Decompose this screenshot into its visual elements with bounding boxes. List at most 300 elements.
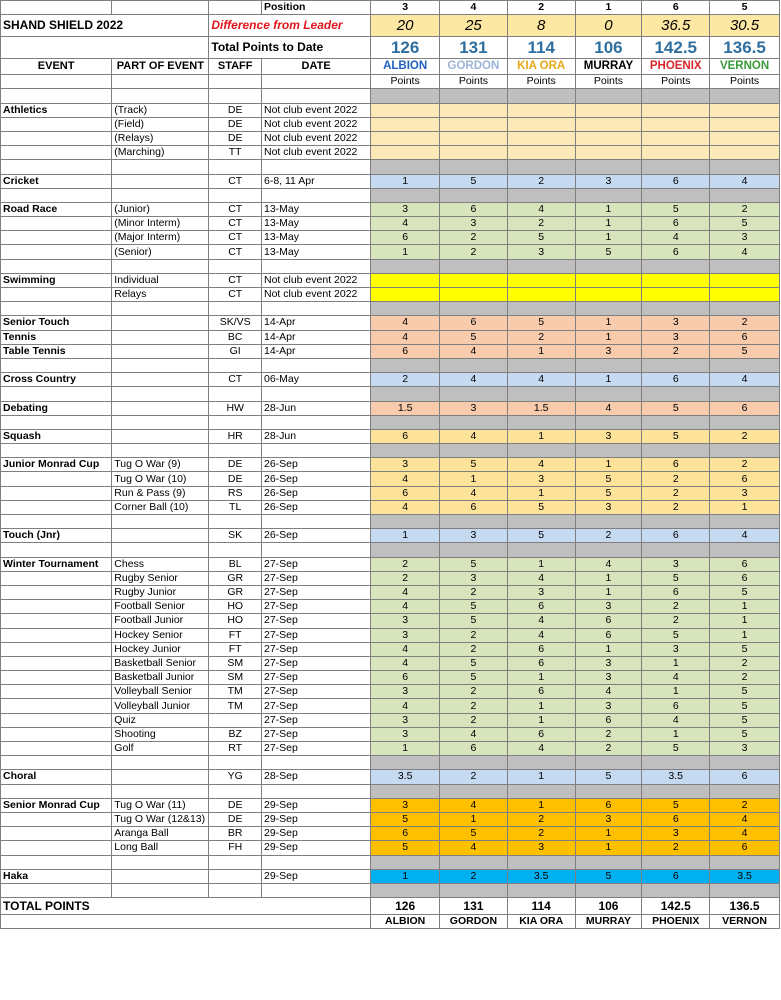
staff-code: TM: [209, 699, 262, 713]
points-gordon: 4: [440, 727, 508, 741]
points-phoenix: [642, 146, 710, 160]
points-label: Points: [710, 75, 780, 89]
event-name: Athletics: [1, 103, 112, 117]
points-vernon: 4: [710, 812, 780, 826]
points-albion: 4: [371, 316, 440, 330]
points-kia-ora: 3: [507, 841, 575, 855]
points-vernon: 2: [710, 798, 780, 812]
points-phoenix: 6: [642, 585, 710, 599]
event-row: [1, 727, 780, 741]
points-phoenix: 2: [642, 472, 710, 486]
event-date: 26-Sep: [261, 458, 370, 472]
points-gordon: [440, 131, 508, 145]
points-gordon: 2: [440, 699, 508, 713]
position-vernon: 5: [710, 1, 780, 15]
event-date: 27-Sep: [261, 727, 370, 741]
event-row: [1, 472, 780, 486]
points-phoenix: 6: [642, 699, 710, 713]
points-vernon: 2: [710, 458, 780, 472]
points-phoenix: 2: [642, 344, 710, 358]
event-row: [1, 131, 780, 145]
event-date: 29-Sep: [261, 812, 370, 826]
points-gordon: 2: [440, 628, 508, 642]
points-murray: 3: [575, 812, 642, 826]
event-date: 29-Sep: [261, 798, 370, 812]
points-kia-ora: 6: [507, 685, 575, 699]
position-murray: 1: [575, 1, 642, 15]
house-vernon: VERNON: [710, 59, 780, 75]
points-murray: 6: [575, 798, 642, 812]
points-vernon: 5: [710, 727, 780, 741]
event-name: [1, 685, 112, 699]
event-date: 14-Apr: [261, 330, 370, 344]
staff-code: DE: [209, 798, 262, 812]
event-name: [1, 500, 112, 514]
staff-code: HO: [209, 614, 262, 628]
points-vernon: 1: [710, 500, 780, 514]
points-vernon: 5: [710, 713, 780, 727]
points-murray: 5: [575, 486, 642, 500]
points-murray: [575, 273, 642, 287]
event-date: 14-Apr: [261, 344, 370, 358]
points-murray: 3: [575, 699, 642, 713]
final-total-vernon: 136.5: [710, 898, 780, 915]
points-kia-ora: 2: [507, 827, 575, 841]
event-part: (Minor Interm): [112, 217, 209, 231]
points-kia-ora: 1: [507, 671, 575, 685]
points-kia-ora: 2: [507, 217, 575, 231]
points-vernon: 2: [710, 671, 780, 685]
event-date: 14-Apr: [261, 316, 370, 330]
points-vernon: [710, 273, 780, 287]
position-row: [1, 1, 780, 15]
points-gordon: [440, 103, 508, 117]
separator-row: [1, 444, 780, 458]
points-murray: 1: [575, 585, 642, 599]
event-name: [1, 713, 112, 727]
points-phoenix: 1: [642, 656, 710, 670]
event-row: [1, 429, 780, 443]
event-row: [1, 585, 780, 599]
points-gordon: 2: [440, 685, 508, 699]
points-gordon: 2: [440, 713, 508, 727]
points-phoenix: 4: [642, 231, 710, 245]
position-kia-ora: 2: [507, 1, 575, 15]
staff-code: CT: [209, 245, 262, 259]
points-vernon: 4: [710, 174, 780, 188]
points-kia-ora: 1: [507, 429, 575, 443]
points-murray: 1: [575, 827, 642, 841]
staff-code: CT: [209, 174, 262, 188]
points-murray: 5: [575, 869, 642, 883]
event-name: [1, 742, 112, 756]
points-gordon: 5: [440, 458, 508, 472]
event-name: Squash: [1, 429, 112, 443]
points-phoenix: 4: [642, 713, 710, 727]
points-phoenix: 2: [642, 600, 710, 614]
event-name: Road Race: [1, 202, 112, 216]
event-date: 13-May: [261, 231, 370, 245]
event-row: [1, 500, 780, 514]
points-albion: [371, 146, 440, 160]
event-part: Individual: [112, 273, 209, 287]
points-phoenix: 6: [642, 529, 710, 543]
event-row: [1, 316, 780, 330]
event-name: Choral: [1, 770, 112, 784]
total-points-row: [1, 898, 780, 915]
points-phoenix: [642, 288, 710, 302]
event-row: [1, 656, 780, 670]
points-phoenix: 6: [642, 812, 710, 826]
points-albion: 4: [371, 217, 440, 231]
event-name: Touch (Jnr): [1, 529, 112, 543]
event-part: [112, 869, 209, 883]
points-murray: 1: [575, 642, 642, 656]
points-gordon: 5: [440, 827, 508, 841]
points-murray: 3: [575, 671, 642, 685]
points-label: Points: [642, 75, 710, 89]
footer-murray: MURRAY: [575, 915, 642, 929]
staff-code: SM: [209, 671, 262, 685]
points-kia-ora: 4: [507, 614, 575, 628]
event-name: [1, 614, 112, 628]
points-murray: 2: [575, 529, 642, 543]
final-total-gordon: 131: [440, 898, 508, 915]
points-albion: 4: [371, 330, 440, 344]
points-gordon: 4: [440, 429, 508, 443]
points-murray: 2: [575, 742, 642, 756]
column-header-row: [1, 59, 780, 75]
event-row: [1, 273, 780, 287]
event-part: Tug O War (11): [112, 798, 209, 812]
final-total-murray: 106: [575, 898, 642, 915]
points-albion: 1: [371, 174, 440, 188]
event-name: [1, 217, 112, 231]
event-part: [112, 770, 209, 784]
points-albion: 2: [371, 557, 440, 571]
points-vernon: 1: [710, 614, 780, 628]
event-date: 13-May: [261, 217, 370, 231]
event-row: [1, 571, 780, 585]
event-row: [1, 458, 780, 472]
event-row: [1, 713, 780, 727]
points-albion: 1: [371, 529, 440, 543]
event-row: [1, 770, 780, 784]
staff-code: DE: [209, 117, 262, 131]
difference-label: Difference from Leader: [209, 15, 371, 37]
points-albion: 2: [371, 373, 440, 387]
event-name: Senior Monrad Cup: [1, 798, 112, 812]
staff-code: CT: [209, 373, 262, 387]
points-gordon: 5: [440, 614, 508, 628]
points-murray: 5: [575, 245, 642, 259]
points-gordon: 3: [440, 571, 508, 585]
event-name: [1, 642, 112, 656]
separator-row: [1, 358, 780, 372]
points-kia-ora: [507, 146, 575, 160]
event-row: [1, 614, 780, 628]
points-murray: 2: [575, 727, 642, 741]
staff-code: HO: [209, 600, 262, 614]
event-name: Swimming: [1, 273, 112, 287]
points-vernon: [710, 103, 780, 117]
event-part: [112, 316, 209, 330]
event-name: Senior Touch: [1, 316, 112, 330]
event-part: Rugby Junior: [112, 585, 209, 599]
event-name: Debating: [1, 401, 112, 415]
total-vernon: 136.5: [710, 37, 780, 59]
event-date: 28-Sep: [261, 770, 370, 784]
points-phoenix: 4: [642, 671, 710, 685]
points-kia-ora: 4: [507, 742, 575, 756]
points-albion: 4: [371, 642, 440, 656]
staff-code: BZ: [209, 727, 262, 741]
event-date: 27-Sep: [261, 699, 370, 713]
staff-code: RS: [209, 486, 262, 500]
points-murray: 3: [575, 600, 642, 614]
points-kia-ora: [507, 273, 575, 287]
points-phoenix: [642, 131, 710, 145]
points-vernon: [710, 131, 780, 145]
event-part: Volleyball Senior: [112, 685, 209, 699]
points-albion: 3.5: [371, 770, 440, 784]
event-row: [1, 103, 780, 117]
staff-code: CT: [209, 231, 262, 245]
points-label: Points: [371, 75, 440, 89]
points-vernon: 3: [710, 231, 780, 245]
event-name: Cross Country: [1, 373, 112, 387]
points-murray: 6: [575, 628, 642, 642]
points-vernon: 2: [710, 429, 780, 443]
points-vernon: 3: [710, 742, 780, 756]
event-row: [1, 827, 780, 841]
points-albion: 6: [371, 486, 440, 500]
points-gordon: 5: [440, 174, 508, 188]
points-murray: [575, 117, 642, 131]
points-label-row: [1, 75, 780, 89]
staff-code: SK: [209, 529, 262, 543]
points-gordon: [440, 273, 508, 287]
points-phoenix: 6: [642, 174, 710, 188]
event-part: Long Ball: [112, 841, 209, 855]
house-albion: ALBION: [371, 59, 440, 75]
separator-row: [1, 415, 780, 429]
points-kia-ora: 1: [507, 557, 575, 571]
points-murray: 3: [575, 429, 642, 443]
event-part: Tug O War (12&13): [112, 812, 209, 826]
event-part: [112, 429, 209, 443]
points-gordon: 5: [440, 600, 508, 614]
points-gordon: 2: [440, 770, 508, 784]
points-phoenix: 6: [642, 373, 710, 387]
points-murray: 1: [575, 316, 642, 330]
staff-code: [209, 869, 262, 883]
event-row: [1, 742, 780, 756]
event-part: [112, 373, 209, 387]
points-murray: 1: [575, 330, 642, 344]
points-phoenix: 2: [642, 500, 710, 514]
staff-code: DE: [209, 472, 262, 486]
points-murray: 3: [575, 344, 642, 358]
staff-code: DE: [209, 458, 262, 472]
points-vernon: 3.5: [710, 869, 780, 883]
event-part: (Major Interm): [112, 231, 209, 245]
points-phoenix: [642, 103, 710, 117]
staff-code: TT: [209, 146, 262, 160]
staff-code: FT: [209, 628, 262, 642]
event-row: [1, 642, 780, 656]
staff-code: BR: [209, 827, 262, 841]
total-points-to-date-label: Total Points to Date: [209, 37, 371, 59]
diff-gordon: 25: [440, 15, 508, 37]
event-name: [1, 827, 112, 841]
event-part: Relays: [112, 288, 209, 302]
points-albion: 3: [371, 727, 440, 741]
points-murray: 1: [575, 458, 642, 472]
event-name: [1, 656, 112, 670]
position-label: Position: [261, 1, 370, 15]
staff-code: SM: [209, 656, 262, 670]
points-kia-ora: 4: [507, 373, 575, 387]
points-murray: 6: [575, 713, 642, 727]
points-murray: 4: [575, 557, 642, 571]
staff-code: FH: [209, 841, 262, 855]
header-event: EVENT: [1, 59, 112, 75]
event-date: Not club event 2022: [261, 117, 370, 131]
points-albion: 6: [371, 827, 440, 841]
position-phoenix: 6: [642, 1, 710, 15]
event-name: [1, 628, 112, 642]
points-kia-ora: 3.5: [507, 869, 575, 883]
points-kia-ora: 4: [507, 458, 575, 472]
points-gordon: 2: [440, 245, 508, 259]
header-staff: STAFF: [209, 59, 262, 75]
points-albion: [371, 117, 440, 131]
event-date: 13-May: [261, 202, 370, 216]
points-murray: 4: [575, 685, 642, 699]
event-row: [1, 330, 780, 344]
points-vernon: 5: [710, 585, 780, 599]
event-name: [1, 600, 112, 614]
points-kia-ora: 6: [507, 642, 575, 656]
separator-row: [1, 855, 780, 869]
event-part: [112, 401, 209, 415]
points-kia-ora: [507, 117, 575, 131]
event-name: [1, 472, 112, 486]
position-gordon: 4: [440, 1, 508, 15]
points-murray: 1: [575, 373, 642, 387]
points-kia-ora: 5: [507, 316, 575, 330]
points-murray: [575, 146, 642, 160]
separator-row: [1, 259, 780, 273]
event-name: [1, 571, 112, 585]
event-part: Hockey Senior: [112, 628, 209, 642]
points-albion: 4: [371, 699, 440, 713]
points-albion: 6: [371, 671, 440, 685]
event-row: [1, 245, 780, 259]
points-kia-ora: 6: [507, 656, 575, 670]
points-kia-ora: [507, 103, 575, 117]
event-date: 29-Sep: [261, 869, 370, 883]
points-murray: 3: [575, 656, 642, 670]
points-phoenix: 3: [642, 316, 710, 330]
event-name: [1, 288, 112, 302]
points-label: Points: [575, 75, 642, 89]
separator-row: [1, 387, 780, 401]
position-albion: 3: [371, 1, 440, 15]
footer-phoenix: PHOENIX: [642, 915, 710, 929]
points-murray: 4: [575, 401, 642, 415]
separator-row: [1, 756, 780, 770]
event-row: [1, 628, 780, 642]
points-gordon: 2: [440, 642, 508, 656]
event-part: Aranga Ball: [112, 827, 209, 841]
points-gordon: 3: [440, 217, 508, 231]
points-vernon: 5: [710, 685, 780, 699]
event-name: Winter Tournament: [1, 557, 112, 571]
points-phoenix: 3: [642, 557, 710, 571]
points-vernon: 1: [710, 628, 780, 642]
points-gordon: 1: [440, 812, 508, 826]
points-gordon: [440, 288, 508, 302]
staff-code: HR: [209, 429, 262, 443]
separator-row: [1, 89, 780, 103]
event-row: [1, 174, 780, 188]
points-vernon: 6: [710, 571, 780, 585]
staff-code: GR: [209, 585, 262, 599]
points-murray: 1: [575, 231, 642, 245]
event-part: (Junior): [112, 202, 209, 216]
points-gordon: 4: [440, 841, 508, 855]
points-vernon: 6: [710, 770, 780, 784]
staff-code: RT: [209, 742, 262, 756]
total-row: [1, 37, 780, 59]
staff-code: GR: [209, 571, 262, 585]
points-gordon: 6: [440, 202, 508, 216]
points-gordon: 4: [440, 798, 508, 812]
staff-code: BC: [209, 330, 262, 344]
event-name: [1, 671, 112, 685]
points-kia-ora: 4: [507, 571, 575, 585]
staff-code: CT: [209, 217, 262, 231]
points-albion: 4: [371, 600, 440, 614]
event-name: Table Tennis: [1, 344, 112, 358]
points-vernon: 6: [710, 841, 780, 855]
points-gordon: 1: [440, 472, 508, 486]
points-vernon: 6: [710, 472, 780, 486]
points-phoenix: [642, 117, 710, 131]
points-vernon: 2: [710, 316, 780, 330]
points-gordon: 6: [440, 742, 508, 756]
points-gordon: [440, 117, 508, 131]
points-albion: 4: [371, 656, 440, 670]
event-part: Chess: [112, 557, 209, 571]
points-kia-ora: 2: [507, 812, 575, 826]
points-albion: 1.5: [371, 401, 440, 415]
staff-code: GI: [209, 344, 262, 358]
staff-code: FT: [209, 642, 262, 656]
separator-row: [1, 883, 780, 897]
event-row: [1, 529, 780, 543]
staff-code: SK/VS: [209, 316, 262, 330]
points-murray: [575, 288, 642, 302]
staff-code: CT: [209, 288, 262, 302]
event-date: 26-Sep: [261, 500, 370, 514]
points-murray: 3: [575, 174, 642, 188]
points-phoenix: 1: [642, 685, 710, 699]
event-name: [1, 812, 112, 826]
house-kia-ora: KIA ORA: [507, 59, 575, 75]
